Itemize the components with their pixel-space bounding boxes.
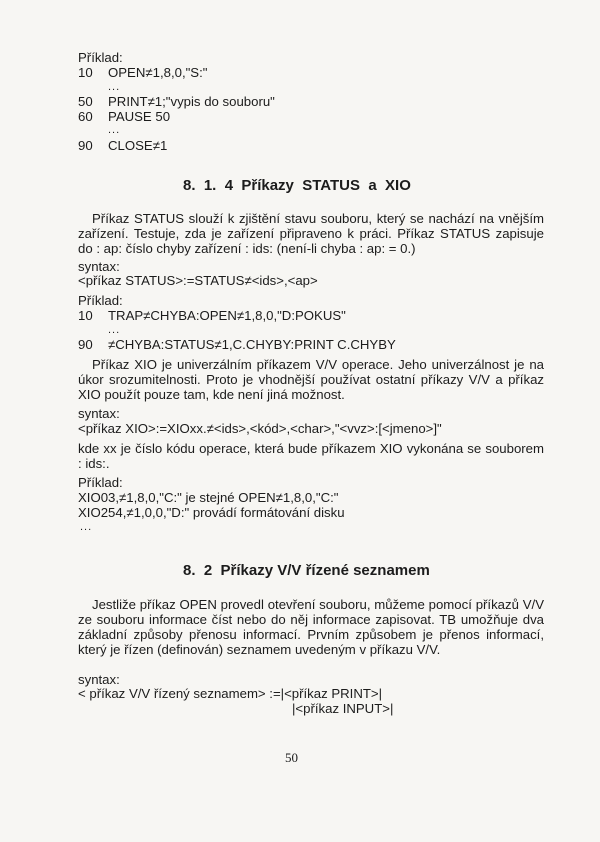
example-label: Příklad: (78, 475, 123, 490)
syntax-label: syntax: (78, 259, 120, 274)
example-label: Příklad: (78, 50, 123, 65)
code-text: PAUSE 50 (108, 109, 171, 124)
page-number: 50 (285, 750, 298, 765)
paragraph (78, 441, 544, 471)
code-line: XIO254,≠1,0,0,"D:" provádí formátování disku (78, 505, 345, 520)
line-number: 60 (78, 109, 93, 124)
code-line (78, 308, 346, 323)
code-text: TRAP≠CHYBA:OPEN≠1,8,0,"D:POKUS" (108, 308, 346, 323)
code-line (78, 65, 207, 80)
ellipsis: ... (108, 324, 121, 336)
code-text: CLOSE≠1 (108, 138, 168, 153)
syntax-definition: |<příkaz INPUT>| (292, 701, 394, 716)
paragraph-text: Příkaz STATUS slouží k zjištění stavu souboru, který se nachází na vnějším zařízení. Testuje, zda je zařízení připraveno k práci. Příkaz STATUS zapisuje do : ap: číslo chyby zařízení : ids: (není-li chyba : ap: = 0.) (78, 211, 544, 256)
code-line (78, 337, 396, 352)
code-line (78, 138, 167, 153)
paragraph (78, 357, 544, 402)
code-text: OPEN≠1,8,0,"S:" (108, 65, 208, 80)
code-line (78, 109, 170, 124)
line-number: 10 (78, 65, 93, 80)
syntax-label: syntax: (78, 672, 120, 687)
code-text: PRINT≠1;"vypis do souboru" (108, 94, 275, 109)
code-line (78, 94, 275, 109)
example-label: Příklad: (78, 293, 123, 308)
section-heading: 8. 2 Příkazy V/V řízené seznamem (183, 562, 430, 579)
paragraph-text: kde xx je číslo kódu operace, která bude příkazem XIO vykonána se souborem : ids:. (78, 441, 544, 471)
paragraph-text: Jestliže příkaz OPEN provedl otevření souboru, můžeme pomocí příkazů V/V ze souboru informace číst nebo do něj informace zapisovat. TB umožňuje dva základní způsoby přenosu informací. Prvním způsobem je přenos informací, který je řízen (definován) seznamem uvedeným v příkazu V/V. (78, 597, 544, 657)
paragraph (78, 211, 544, 256)
code-text: ≠CHYBA:STATUS≠1,C.CHYBY:PRINT C.CHYBY (108, 337, 396, 352)
code-line: XIO03,≠1,8,0,"C:" je stejné OPEN≠1,8,0,"C:" (78, 490, 339, 505)
paragraph-text: Příkaz XIO je univerzálním příkazem V/V operace. Jeho univerzálnost je na úkor srozumitelnosti. Proto je vhodnější používat ostatní příkazy V/V a příkaz XIO použít pouze tam, kde není jiná možnost. (78, 357, 544, 402)
ellipsis: ... (80, 521, 93, 533)
paragraph (78, 597, 544, 657)
section-heading: 8. 1. 4 Příkazy STATUS a XIO (183, 177, 411, 194)
line-number: 10 (78, 308, 93, 323)
line-number: 90 (78, 337, 93, 352)
syntax-definition: <příkaz STATUS>:=STATUS≠<ids>,<ap> (78, 273, 318, 288)
syntax-definition: <příkaz XIO>:=XIOxx.≠<ids>,<kód>,<char>,"<vvz>:[<jmeno>]" (78, 421, 442, 436)
ellipsis: ... (108, 81, 121, 93)
line-number: 50 (78, 94, 93, 109)
ellipsis: ... (108, 124, 121, 136)
syntax-definition: < příkaz V/V řízený seznamem> :=|<příkaz PRINT>| (78, 686, 383, 701)
syntax-label: syntax: (78, 406, 120, 421)
line-number: 90 (78, 138, 93, 153)
